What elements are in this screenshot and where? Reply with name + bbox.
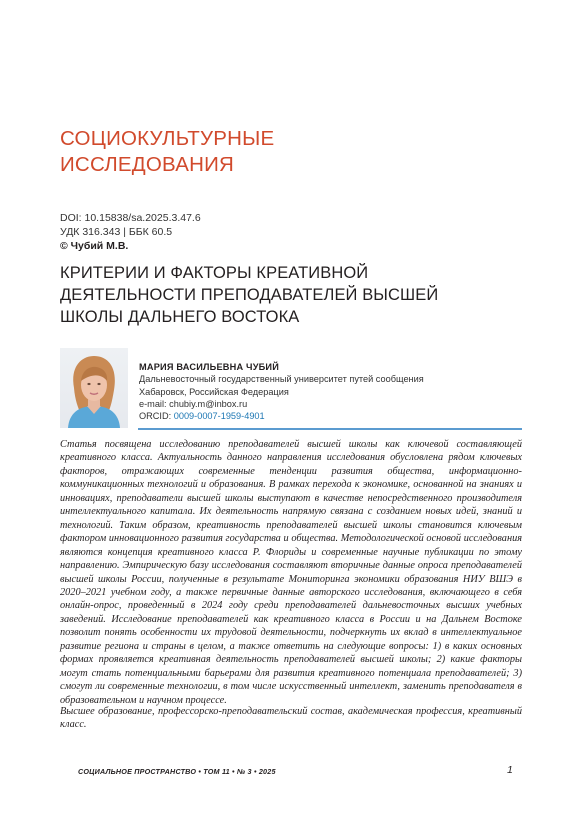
author-portrait-icon xyxy=(60,348,128,428)
section-title-line-2: ИССЛЕДОВАНИЯ xyxy=(60,153,235,176)
author-orcid xyxy=(139,410,424,422)
article-title xyxy=(60,262,530,328)
journal-footer: СОЦИАЛЬНОЕ ПРОСТРАНСТВО • ТОМ 11 • № 3 • 2025 xyxy=(78,767,276,776)
author-location: Хабаровск, Российская Федерация xyxy=(139,386,289,397)
orcid-label: ORCID: xyxy=(139,411,174,422)
author-photo xyxy=(60,348,128,428)
orcid-link[interactable]: 0009-0007-1959-4901 xyxy=(173,411,265,422)
abstract: Статья посвящена исследованию преподавателей высшей школы как ключевой составляющей креативного класса. Актуальность данного направления исследования обусловлена рядом ключевых факторов, отражающих современные тенденции развития общества, информационно-коммуникационных технологий и образования. В рамках перехода к экономике, основанной на знаниях и инновациях, преподаватели высшей школы выступают в качестве непосредственного производителя интеллектуального капитала. Их деятельность напрямую связана с созданием новых идей, знаний и технологий. Таким образом, креативность преподавателей высшей школы становится ключевым фактором инновационного развития государства и общества. Методологической основой исследования являются концепция креативного класса Р. Флориды и современные научные публикации по этому направлению. Эмпирическую базу исследования составляют вторичные данные опроса преподавателей высшей школы России, полученные в результате Мониторинга экономики образования НИУ ВШЭ в 2020–2021 учебном году, а также первичные данные авторского исследования, включающего в себя онлайн-опрос, проведенный в 2024 году среди преподавателей дальневосточных высших учебных заведений. Исследование преподавателей как креативного класса в России и на Дальнем Востоке позволит понять особенности их трудовой деятельности, подчеркнуть их вклад в интеллектуальное развитие региона и страны в целом, а также ответить на следующие вопросы: 1) в каких основных формах проявляется креативная деятельность преподавателей высшей школы; 2) какие факторы могут стать потенциальными барьерами для развития креативного потенциала преподавателей; 3) смогут ли современные технологии, в том числе искусственный интеллект, заменить преподавателя в образовательном и научном процессе. xyxy=(60,439,522,706)
author-affiliation: Дальневосточный государственный университет путей сообщения xyxy=(139,374,424,385)
section-title-line-1: СОЦИОКУЛЬТУРНЫЕ xyxy=(60,127,275,150)
article-title-line-1: КРИТЕРИИ И ФАКТОРЫ КРЕАТИВНОЙ xyxy=(60,264,369,282)
author-info xyxy=(139,361,424,422)
section-title xyxy=(60,126,520,178)
article-meta xyxy=(60,211,201,253)
page-number: 1 xyxy=(507,764,513,776)
author-email[interactable]: e-mail: chubiy.m@inbox.ru xyxy=(139,398,248,409)
keywords: Высшее образование, профессорско-преподавательский состав, академическая профессия, креативный класс. xyxy=(60,706,522,731)
copyright: © Чубий М.В. xyxy=(60,240,129,252)
author-block xyxy=(60,347,522,429)
udk-bbk: УДК 316.343 | ББК 60.5 xyxy=(60,226,173,238)
article-title-line-3: ШКОЛЫ ДАЛЬНЕГО ВОСТОКА xyxy=(60,308,300,326)
doi[interactable]: DOI: 10.15838/sa.2025.3.47.6 xyxy=(60,212,201,224)
divider-line xyxy=(138,428,522,430)
article-title-line-2: ДЕЯТЕЛЬНОСТИ ПРЕПОДАВАТЕЛЕЙ ВЫСШЕЙ xyxy=(60,286,439,304)
author-name: МАРИЯ ВАСИЛЬЕВНА ЧУБИЙ xyxy=(139,362,280,372)
